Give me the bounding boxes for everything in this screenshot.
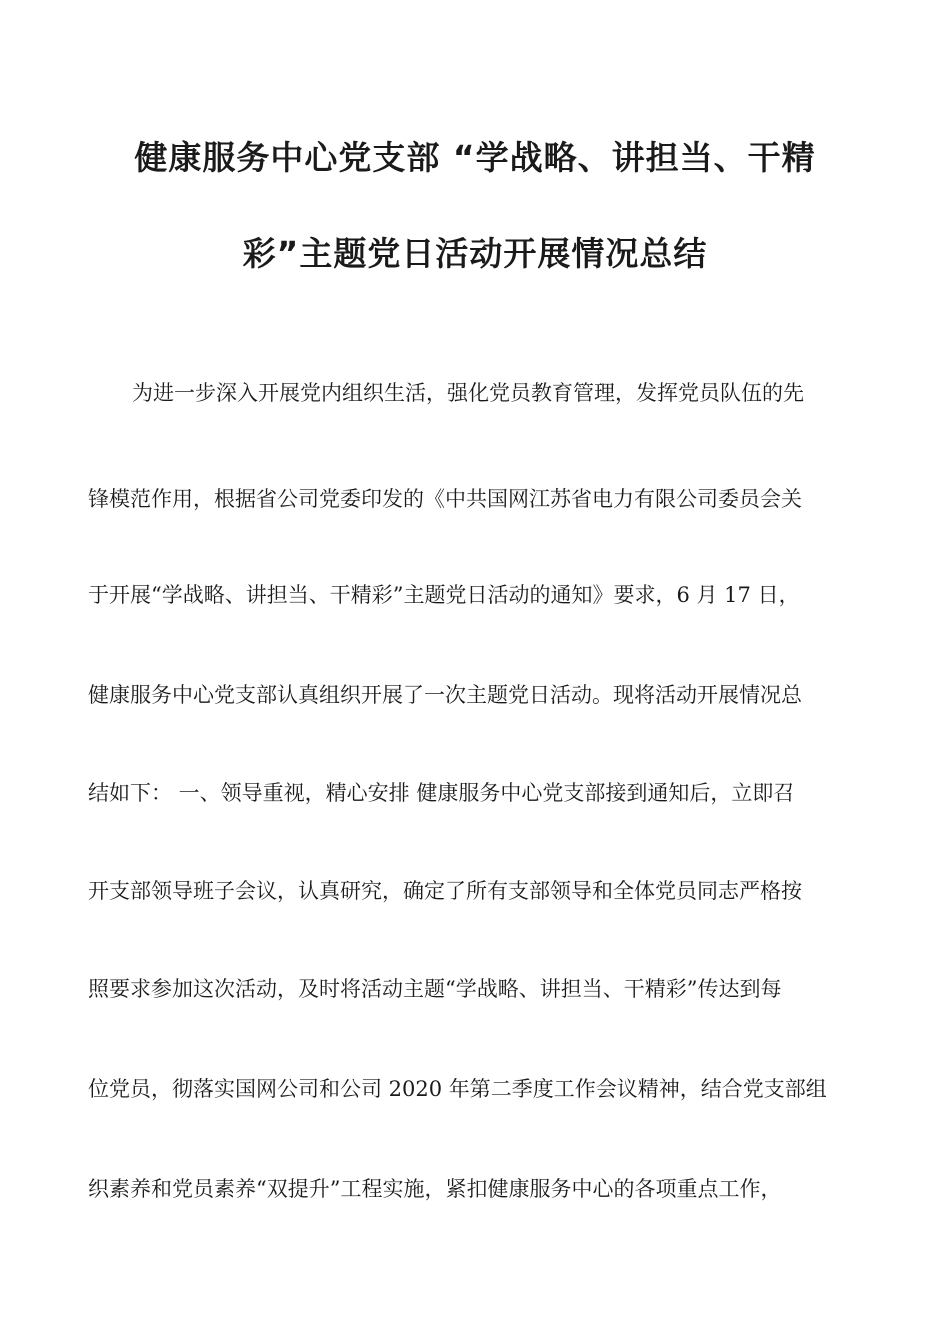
document-title-line-1: 健康服务中心党支部 “学战略、讲担当、干精 [134, 138, 816, 177]
body-line-3: 于开展“学战略、讲担当、干精彩”主题党日活动的通知》要求，6 月 17 日， [88, 583, 800, 607]
body-line-1: 为进一步深入开展党内组织生活，强化党员教育管理，发挥党员队伍的先 [132, 381, 804, 405]
body-line-5: 结如下： 一、领导重视，精心安排 健康服务中心党支部接到通知后，立即召 [88, 781, 795, 805]
body-line-4: 健康服务中心党支部认真组织开展了一次主题党日活动。现将活动开展情况总 [88, 683, 802, 707]
body-line-8: 位党员，彻落实国网公司和公司 2020 年第二季度工作会议精神，结合党支部组 [88, 1077, 827, 1101]
body-line-2: 锋模范作用，根据省公司党委印发的《中共国网江苏省电力有限公司委员会关 [88, 487, 802, 511]
document-title-line-2: 彩”主题党日活动开展情况总结 [242, 234, 708, 273]
body-line-9: 织素养和党员素养“双提升”工程实施，紧扣健康服务中心的各项重点工作， [88, 1177, 782, 1201]
body-line-6: 开支部领导班子会议，认真研究，确定了所有支部领导和全体党员同志严格按 [88, 879, 802, 903]
body-line-7: 照要求参加这次活动，及时将活动主题“学战略、讲担当、干精彩”传达到每 [88, 977, 782, 1001]
